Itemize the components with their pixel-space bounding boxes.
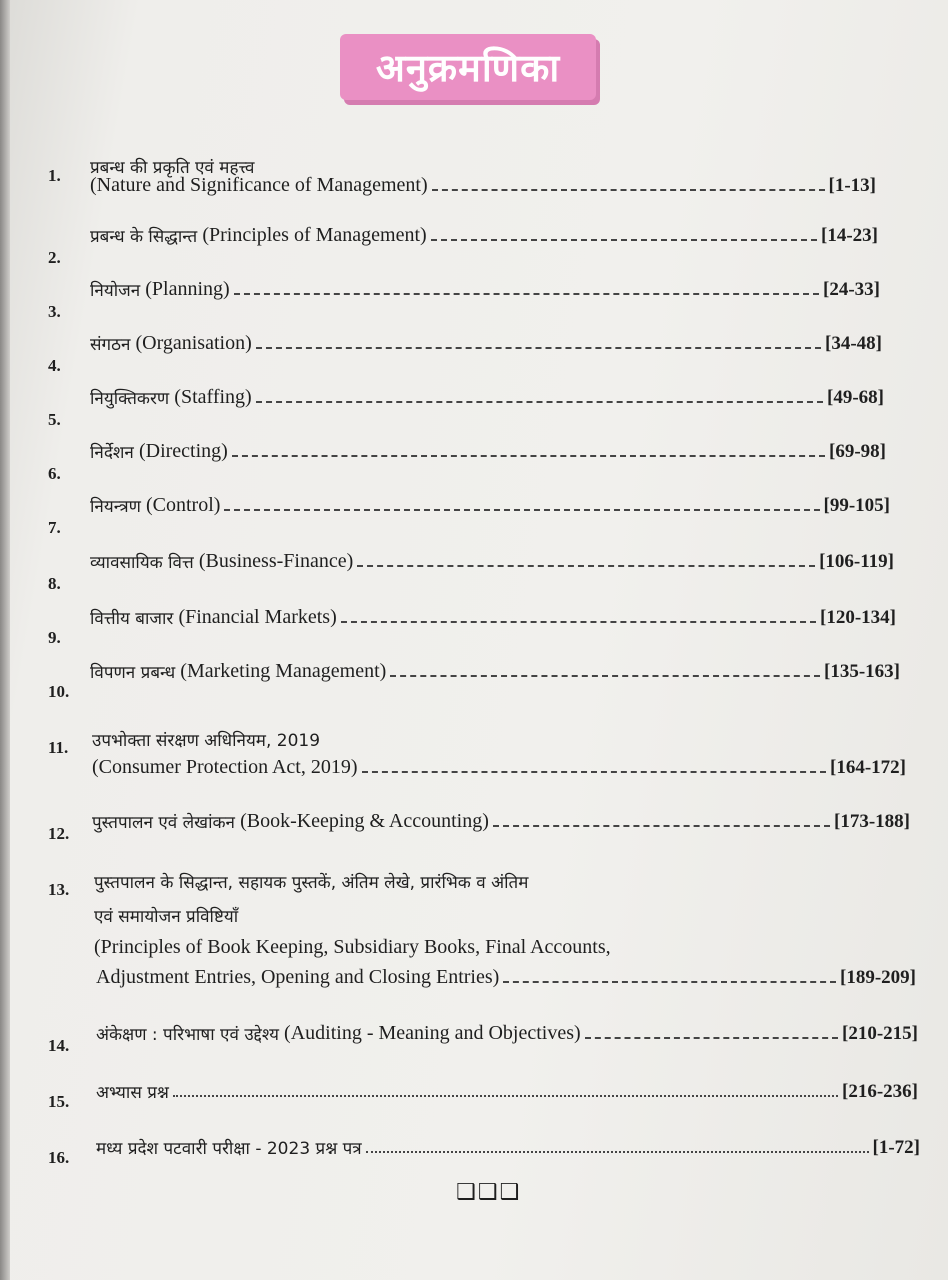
- entry-hindi-title: संगठन: [90, 335, 131, 355]
- entry-hindi-title: उपभोक्ता संरक्षण अधिनियम, 2019: [92, 731, 321, 751]
- title-banner: [340, 34, 596, 100]
- entry-english-title: (Financial Markets): [178, 606, 337, 628]
- leader-dashes: [432, 189, 825, 191]
- entry-hindi-title: अंकेक्षण : परिभाषा एवं उद्देश्य: [96, 1025, 279, 1045]
- entry-hindi-title: मध्य प्रदेश पटवारी परीक्षा - 2023 प्रश्न पत्र: [96, 1139, 362, 1159]
- entry-page-range: [173-188]: [834, 811, 910, 832]
- entry-hindi-title: प्रबन्ध की प्रकृति एवं महत्त्व: [90, 158, 255, 178]
- end-of-section-mark: ❑❑❑: [456, 1180, 522, 1205]
- entry-number: 11.: [48, 738, 69, 757]
- entry-hindi-title: वित्तीय बाजार: [90, 609, 174, 629]
- entry-number: 9.: [48, 628, 61, 647]
- leader-dashes: [224, 509, 819, 511]
- entry-page-range: [24-33]: [823, 279, 880, 300]
- entry-line: [96, 1022, 918, 1045]
- entry-hindi-title: प्रबन्ध के सिद्धान्त: [90, 227, 198, 247]
- entry-hindi-title: निर्देशन: [90, 443, 134, 463]
- entry-line: [90, 606, 896, 629]
- entry-hindi-title: व्यावसायिक वित्त: [90, 553, 194, 573]
- entry-line: [92, 756, 906, 779]
- leader-dashes: [431, 239, 817, 241]
- leader-dots: [366, 1151, 869, 1153]
- entry-number: 5.: [48, 410, 61, 429]
- entry-number: 6.: [48, 464, 61, 483]
- leader-dashes: [256, 401, 823, 403]
- entry-line: [96, 966, 916, 989]
- leader-dashes: [362, 771, 826, 773]
- entry-line: [90, 224, 878, 247]
- entry-hindi-title: पुस्तपालन एवं लेखांकन: [92, 813, 235, 833]
- entry-line: [90, 550, 894, 573]
- leader-dashes: [256, 347, 821, 349]
- entry-line: [90, 278, 880, 301]
- leader-dots: [173, 1095, 838, 1097]
- entry-line: [90, 660, 900, 683]
- entry-hindi-title: नियन्त्रण: [90, 497, 141, 517]
- entry-page-range: [189-209]: [840, 967, 916, 988]
- entry-english-title: (Business-Finance): [198, 550, 354, 572]
- entry-english-title-line2: Adjustment Entries, Opening and Closing Entries): [96, 966, 500, 988]
- entry-number: 7.: [48, 518, 61, 537]
- entry-number: 4.: [48, 356, 61, 375]
- entry-page-range: [216-236]: [842, 1081, 918, 1102]
- entry-page-range: [135-163]: [824, 661, 900, 682]
- leader-dashes: [341, 621, 816, 623]
- leader-dashes: [234, 293, 819, 295]
- entry-line: [92, 810, 910, 833]
- entry-english-title: (Consumer Protection Act, 2019): [92, 756, 358, 778]
- entry-hindi-title: विपणन प्रबन्ध: [90, 663, 176, 683]
- leader-dashes: [585, 1037, 838, 1039]
- leader-dashes: [232, 455, 825, 457]
- leader-dashes: [493, 825, 830, 827]
- entry-number: 1.: [48, 166, 61, 185]
- entry-number: 14.: [48, 1036, 70, 1055]
- entry-number: 3.: [48, 302, 61, 321]
- entry-english-title-line1: (Principles of Book Keeping, Subsidiary Books, Final Accounts,: [94, 936, 611, 958]
- entry-number: 16.: [48, 1148, 70, 1167]
- leader-dashes: [503, 981, 836, 983]
- entry-line: [90, 332, 882, 355]
- entry-page-range: [1-72]: [872, 1137, 920, 1158]
- entry-english-title: (Directing): [138, 440, 228, 462]
- entry-number: 12.: [48, 824, 70, 843]
- entry-page-range: [120-134]: [820, 607, 896, 628]
- entry-page-range: [49-68]: [827, 387, 884, 408]
- entry-line: [96, 1136, 920, 1159]
- leader-dashes: [390, 675, 820, 677]
- entry-english-title: (Principles of Management): [202, 224, 427, 246]
- entry-hindi-title: नियुक्तिकरण: [90, 389, 170, 409]
- entry-page-range: [34-48]: [825, 333, 882, 354]
- entry-number: 10.: [48, 682, 70, 701]
- entry-english-title: (Book-Keeping & Accounting): [240, 810, 489, 832]
- entry-english-title: (Planning): [145, 278, 230, 300]
- entry-page-range: [210-215]: [842, 1023, 918, 1044]
- entry-hindi-title: अभ्यास प्रश्न: [96, 1083, 169, 1103]
- entry-line: [90, 174, 876, 197]
- entry-page-range: [106-119]: [819, 551, 894, 572]
- entry-english-title: (Organisation): [135, 332, 252, 354]
- entry-page-range: [99-105]: [823, 495, 890, 516]
- entry-page-range: [164-172]: [830, 757, 906, 778]
- entry-english-title: (Staffing): [174, 386, 252, 408]
- entry-line: [90, 440, 886, 463]
- entry-page-range: [14-23]: [821, 225, 878, 246]
- entry-english-title: (Control): [146, 494, 221, 516]
- entry-hindi-title-line2: एवं समायोजन प्रविष्टियाँ: [94, 907, 239, 927]
- entry-number: 2.: [48, 248, 61, 267]
- entry-page-range: [69-98]: [829, 441, 886, 462]
- entry-hindi-title: नियोजन: [90, 281, 141, 301]
- entry-english-title: (Nature and Significance of Management): [90, 174, 428, 196]
- entry-number: 13.: [48, 880, 70, 899]
- entry-english-title: (Auditing - Meaning and Objectives): [284, 1022, 581, 1044]
- page-title: अनुक्रमणिका: [375, 46, 561, 90]
- entry-line: [90, 494, 890, 517]
- entry-english-title: (Marketing Management): [180, 660, 387, 682]
- entry-number: 8.: [48, 574, 61, 593]
- entry-line: [90, 386, 884, 409]
- entry-number: 15.: [48, 1092, 70, 1111]
- entry-page-range: [1-13]: [828, 175, 876, 196]
- leader-dashes: [357, 565, 815, 567]
- page-binding-edge: [0, 0, 10, 1280]
- entry-line: [96, 1080, 918, 1103]
- entry-hindi-title-line1: पुस्तपालन के सिद्धान्त, सहायक पुस्तकें, अंतिम लेखे, प्रारंभिक व अंतिम: [94, 873, 529, 893]
